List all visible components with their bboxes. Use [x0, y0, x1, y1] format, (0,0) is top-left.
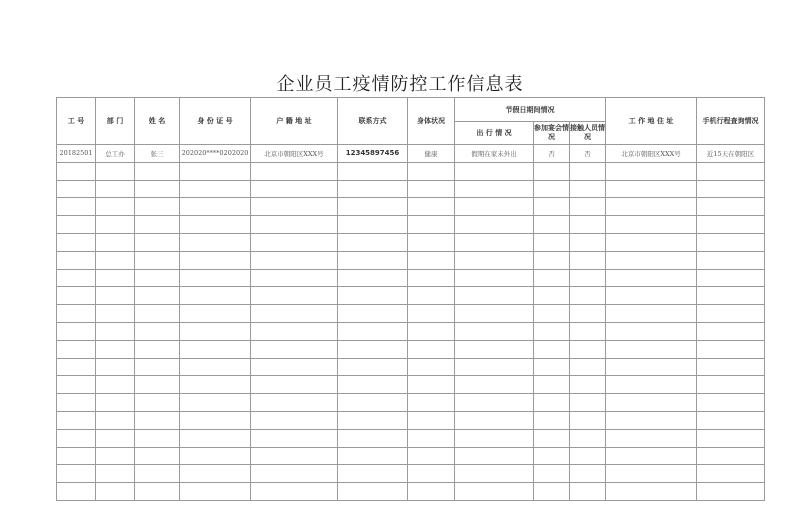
empty-cell[interactable] — [697, 411, 765, 429]
header-contact-person: 接触人员情况 — [570, 122, 606, 145]
empty-cell[interactable] — [455, 465, 534, 483]
empty-cell[interactable] — [251, 251, 338, 269]
empty-cell[interactable] — [135, 287, 180, 305]
empty-cell[interactable] — [570, 287, 606, 305]
empty-cell[interactable] — [408, 376, 455, 394]
empty-cell[interactable] — [251, 465, 338, 483]
empty-cell[interactable] — [570, 465, 606, 483]
empty-cell[interactable] — [697, 180, 765, 198]
empty-cell[interactable] — [606, 216, 697, 234]
empty-cell[interactable] — [455, 251, 534, 269]
empty-cell[interactable] — [180, 162, 251, 180]
empty-cell[interactable] — [606, 411, 697, 429]
empty-cell[interactable] — [251, 376, 338, 394]
empty-cell[interactable] — [697, 305, 765, 323]
table-row-empty — [57, 233, 765, 251]
empty-cell[interactable] — [57, 198, 96, 216]
empty-cell[interactable] — [251, 162, 338, 180]
empty-cell[interactable] — [534, 322, 570, 340]
empty-cell[interactable] — [251, 447, 338, 465]
empty-cell[interactable] — [408, 465, 455, 483]
empty-cell[interactable] — [135, 358, 180, 376]
empty-cell[interactable] — [135, 162, 180, 180]
empty-cell[interactable] — [57, 180, 96, 198]
cell-emp-id[interactable]: 20182501 — [57, 145, 96, 163]
empty-cell[interactable] — [697, 447, 765, 465]
empty-cell[interactable] — [606, 269, 697, 287]
empty-cell[interactable] — [180, 216, 251, 234]
empty-cell[interactable] — [408, 322, 455, 340]
empty-cell[interactable] — [96, 394, 135, 412]
empty-cell[interactable] — [180, 305, 251, 323]
empty-cell[interactable] — [697, 251, 765, 269]
empty-cell[interactable] — [96, 287, 135, 305]
table-body — [57, 145, 765, 501]
header-dept: 部 门 — [96, 98, 135, 145]
empty-cell[interactable] — [455, 198, 534, 216]
empty-cell[interactable] — [135, 340, 180, 358]
empty-cell[interactable] — [135, 180, 180, 198]
empty-cell[interactable] — [251, 287, 338, 305]
empty-cell[interactable] — [534, 340, 570, 358]
cell-health[interactable]: 健康 — [408, 145, 455, 163]
header-work-address: 工 作 地 住 址 — [606, 98, 697, 145]
cell-dept[interactable]: 总工办 — [96, 145, 135, 163]
empty-cell[interactable] — [251, 411, 338, 429]
empty-cell[interactable] — [534, 483, 570, 501]
table-row-empty — [57, 216, 765, 234]
empty-cell[interactable] — [57, 483, 96, 501]
empty-cell[interactable] — [534, 465, 570, 483]
empty-cell[interactable] — [96, 322, 135, 340]
empty-cell[interactable] — [408, 483, 455, 501]
empty-cell[interactable] — [534, 376, 570, 394]
empty-cell[interactable] — [96, 180, 135, 198]
empty-cell[interactable] — [338, 322, 408, 340]
empty-cell[interactable] — [251, 180, 338, 198]
empty-cell[interactable] — [338, 376, 408, 394]
table-row-empty — [57, 429, 765, 447]
empty-cell[interactable] — [338, 465, 408, 483]
empty-cell[interactable] — [606, 358, 697, 376]
empty-cell[interactable] — [180, 340, 251, 358]
empty-cell[interactable] — [408, 180, 455, 198]
empty-cell[interactable] — [606, 429, 697, 447]
empty-cell[interactable] — [57, 358, 96, 376]
empty-cell[interactable] — [338, 198, 408, 216]
empty-cell[interactable] — [96, 216, 135, 234]
empty-cell[interactable] — [180, 269, 251, 287]
table-row-empty — [57, 411, 765, 429]
table-row-empty — [57, 483, 765, 501]
empty-cell[interactable] — [251, 322, 338, 340]
empty-cell[interactable] — [697, 465, 765, 483]
empty-cell[interactable] — [697, 394, 765, 412]
empty-cell[interactable] — [570, 483, 606, 501]
empty-cell[interactable] — [606, 394, 697, 412]
empty-cell[interactable] — [251, 429, 338, 447]
empty-cell[interactable] — [534, 198, 570, 216]
empty-cell[interactable] — [135, 429, 180, 447]
empty-cell[interactable] — [697, 198, 765, 216]
empty-cell[interactable] — [570, 162, 606, 180]
empty-cell[interactable] — [408, 394, 455, 412]
empty-cell[interactable] — [408, 447, 455, 465]
empty-cell[interactable] — [57, 287, 96, 305]
empty-cell[interactable] — [606, 180, 697, 198]
empty-cell[interactable] — [57, 305, 96, 323]
table-row-empty — [57, 394, 765, 412]
empty-cell[interactable] — [338, 216, 408, 234]
empty-cell[interactable] — [338, 287, 408, 305]
table-row-empty — [57, 180, 765, 198]
header-id-card: 身 份 证 号 — [180, 98, 251, 145]
empty-cell[interactable] — [697, 162, 765, 180]
empty-cell[interactable] — [135, 465, 180, 483]
empty-cell[interactable] — [455, 358, 534, 376]
empty-cell[interactable] — [606, 322, 697, 340]
empty-cell[interactable] — [96, 376, 135, 394]
empty-cell[interactable] — [408, 269, 455, 287]
empty-cell[interactable] — [534, 305, 570, 323]
empty-cell[interactable] — [534, 216, 570, 234]
empty-cell[interactable] — [57, 233, 96, 251]
employee-info-table — [56, 97, 765, 501]
table-row — [57, 145, 765, 163]
empty-cell[interactable] — [697, 340, 765, 358]
empty-cell[interactable] — [570, 198, 606, 216]
cell-work-address[interactable]: 北京市朝阳区XXX号 — [606, 145, 697, 163]
empty-cell[interactable] — [57, 162, 96, 180]
empty-cell[interactable] — [570, 411, 606, 429]
table-row-empty — [57, 287, 765, 305]
empty-cell[interactable] — [135, 483, 180, 501]
empty-cell[interactable] — [408, 251, 455, 269]
table-row-empty — [57, 340, 765, 358]
empty-cell[interactable] — [408, 358, 455, 376]
empty-cell[interactable] — [606, 287, 697, 305]
empty-cell[interactable] — [606, 465, 697, 483]
empty-cell[interactable] — [455, 411, 534, 429]
empty-cell[interactable] — [606, 162, 697, 180]
table-row-empty — [57, 465, 765, 483]
empty-cell[interactable] — [570, 305, 606, 323]
empty-cell[interactable] — [697, 429, 765, 447]
empty-cell[interactable] — [180, 251, 251, 269]
empty-cell[interactable] — [57, 429, 96, 447]
empty-cell[interactable] — [697, 233, 765, 251]
empty-cell[interactable] — [251, 483, 338, 501]
cell-travel[interactable]: 假期在家未外出 — [455, 145, 534, 163]
empty-cell[interactable] — [180, 358, 251, 376]
empty-cell[interactable] — [455, 447, 534, 465]
empty-cell[interactable] — [606, 376, 697, 394]
empty-cell[interactable] — [338, 447, 408, 465]
empty-cell[interactable] — [408, 233, 455, 251]
empty-cell[interactable] — [338, 358, 408, 376]
header-holiday-group: 节假日期间情况 — [455, 98, 606, 122]
empty-cell[interactable] — [570, 180, 606, 198]
empty-cell[interactable] — [251, 216, 338, 234]
empty-cell[interactable] — [135, 216, 180, 234]
empty-cell[interactable] — [408, 198, 455, 216]
empty-cell[interactable] — [57, 447, 96, 465]
empty-cell[interactable] — [96, 358, 135, 376]
table-row-empty — [57, 198, 765, 216]
header-contact: 联系方式 — [338, 98, 408, 145]
empty-cell[interactable] — [96, 465, 135, 483]
empty-cell[interactable] — [251, 269, 338, 287]
empty-cell[interactable] — [570, 322, 606, 340]
header-hukou: 户 籍 地 址 — [251, 98, 338, 145]
empty-cell[interactable] — [534, 287, 570, 305]
empty-cell[interactable] — [606, 340, 697, 358]
empty-cell[interactable] — [408, 305, 455, 323]
empty-cell[interactable] — [534, 233, 570, 251]
empty-cell[interactable] — [570, 376, 606, 394]
empty-cell[interactable] — [455, 340, 534, 358]
header-health: 身体状况 — [408, 98, 455, 145]
empty-cell[interactable] — [180, 376, 251, 394]
empty-cell[interactable] — [338, 162, 408, 180]
table-row-empty — [57, 305, 765, 323]
cell-name[interactable]: 张三 — [135, 145, 180, 163]
empty-cell[interactable] — [455, 322, 534, 340]
empty-cell[interactable] — [408, 216, 455, 234]
cell-contact-person[interactable]: 否 — [570, 145, 606, 163]
empty-cell[interactable] — [57, 269, 96, 287]
empty-cell[interactable] — [534, 411, 570, 429]
empty-cell[interactable] — [251, 394, 338, 412]
empty-cell[interactable] — [534, 162, 570, 180]
empty-cell[interactable] — [534, 394, 570, 412]
empty-cell[interactable] — [96, 429, 135, 447]
empty-cell[interactable] — [697, 322, 765, 340]
empty-cell[interactable] — [180, 465, 251, 483]
empty-cell[interactable] — [251, 358, 338, 376]
empty-cell[interactable] — [96, 162, 135, 180]
empty-cell[interactable] — [408, 162, 455, 180]
empty-cell[interactable] — [180, 287, 251, 305]
empty-cell[interactable] — [570, 394, 606, 412]
empty-cell[interactable] — [251, 198, 338, 216]
empty-cell[interactable] — [606, 233, 697, 251]
empty-cell[interactable] — [251, 340, 338, 358]
empty-cell[interactable] — [96, 251, 135, 269]
empty-cell[interactable] — [180, 180, 251, 198]
empty-cell[interactable] — [135, 376, 180, 394]
empty-cell[interactable] — [251, 305, 338, 323]
empty-cell[interactable] — [697, 376, 765, 394]
empty-cell[interactable] — [180, 447, 251, 465]
empty-cell[interactable] — [534, 429, 570, 447]
empty-cell[interactable] — [408, 411, 455, 429]
empty-cell[interactable] — [57, 394, 96, 412]
empty-cell[interactable] — [135, 447, 180, 465]
empty-cell[interactable] — [534, 251, 570, 269]
table-row-empty — [57, 162, 765, 180]
empty-cell[interactable] — [338, 180, 408, 198]
empty-cell[interactable] — [455, 216, 534, 234]
empty-cell[interactable] — [57, 216, 96, 234]
empty-cell[interactable] — [697, 287, 765, 305]
empty-cell[interactable] — [570, 216, 606, 234]
empty-cell[interactable] — [606, 447, 697, 465]
empty-cell[interactable] — [180, 483, 251, 501]
empty-cell[interactable] — [96, 483, 135, 501]
empty-cell[interactable] — [570, 358, 606, 376]
empty-cell[interactable] — [570, 340, 606, 358]
empty-cell[interactable] — [455, 305, 534, 323]
empty-cell[interactable] — [57, 411, 96, 429]
empty-cell[interactable] — [697, 216, 765, 234]
empty-cell[interactable] — [455, 376, 534, 394]
empty-cell[interactable] — [455, 162, 534, 180]
empty-cell[interactable] — [57, 251, 96, 269]
table-row-empty — [57, 358, 765, 376]
table-row-empty — [57, 322, 765, 340]
empty-cell[interactable] — [570, 251, 606, 269]
empty-cell[interactable] — [135, 394, 180, 412]
empty-cell[interactable] — [96, 411, 135, 429]
empty-cell[interactable] — [96, 447, 135, 465]
empty-cell[interactable] — [408, 340, 455, 358]
empty-cell[interactable] — [96, 233, 135, 251]
empty-cell[interactable] — [135, 411, 180, 429]
header-phone-trace: 手机行程查询情况 — [697, 98, 765, 145]
empty-cell[interactable] — [606, 251, 697, 269]
empty-cell[interactable] — [338, 269, 408, 287]
empty-cell[interactable] — [455, 269, 534, 287]
empty-cell[interactable] — [180, 394, 251, 412]
empty-cell[interactable] — [338, 394, 408, 412]
empty-cell[interactable] — [338, 429, 408, 447]
empty-cell[interactable] — [135, 233, 180, 251]
empty-cell[interactable] — [338, 483, 408, 501]
empty-cell[interactable] — [96, 198, 135, 216]
empty-cell[interactable] — [606, 198, 697, 216]
empty-cell[interactable] — [570, 429, 606, 447]
empty-cell[interactable] — [135, 251, 180, 269]
empty-cell[interactable] — [455, 287, 534, 305]
table-row-empty — [57, 251, 765, 269]
document-title: 企业员工疫情防控工作信息表 — [276, 74, 524, 95]
cell-party[interactable]: 否 — [534, 145, 570, 163]
table-row-empty — [57, 269, 765, 287]
empty-cell[interactable] — [96, 340, 135, 358]
empty-cell[interactable] — [57, 376, 96, 394]
empty-cell[interactable] — [455, 180, 534, 198]
cell-hukou[interactable]: 北京市朝阳区XXX号 — [251, 145, 338, 163]
empty-cell[interactable] — [180, 429, 251, 447]
empty-cell[interactable] — [570, 447, 606, 465]
empty-cell[interactable] — [338, 251, 408, 269]
header-emp-id: 工 号 — [57, 98, 96, 145]
cell-phone-trace[interactable]: 近15天在朝阳区 — [697, 145, 765, 163]
empty-cell[interactable] — [251, 233, 338, 251]
empty-cell[interactable] — [135, 322, 180, 340]
empty-cell[interactable] — [96, 269, 135, 287]
empty-cell[interactable] — [697, 483, 765, 501]
header-travel: 出 行 情 况 — [455, 122, 534, 145]
empty-cell[interactable] — [606, 305, 697, 323]
table-row-empty — [57, 376, 765, 394]
empty-cell[interactable] — [570, 269, 606, 287]
empty-cell[interactable] — [338, 340, 408, 358]
table-row-empty — [57, 447, 765, 465]
empty-cell[interactable] — [534, 358, 570, 376]
empty-cell[interactable] — [408, 429, 455, 447]
header-name: 姓 名 — [135, 98, 180, 145]
cell-id-card[interactable]: 202020****0202020 — [180, 145, 251, 163]
empty-cell[interactable] — [57, 340, 96, 358]
empty-cell[interactable] — [180, 411, 251, 429]
empty-cell[interactable] — [570, 233, 606, 251]
empty-cell[interactable] — [180, 198, 251, 216]
header-party: 参加宴会情况 — [534, 122, 570, 145]
empty-cell[interactable] — [338, 411, 408, 429]
empty-cell[interactable] — [534, 269, 570, 287]
empty-cell[interactable] — [135, 305, 180, 323]
empty-cell[interactable] — [135, 269, 180, 287]
empty-cell[interactable] — [57, 322, 96, 340]
cell-contact[interactable]: 12345897456 — [338, 145, 408, 163]
empty-cell[interactable] — [534, 180, 570, 198]
empty-cell[interactable] — [534, 447, 570, 465]
empty-cell[interactable] — [338, 305, 408, 323]
empty-cell[interactable] — [180, 322, 251, 340]
empty-cell[interactable] — [455, 394, 534, 412]
empty-cell[interactable] — [338, 233, 408, 251]
empty-cell[interactable] — [697, 269, 765, 287]
empty-cell[interactable] — [96, 305, 135, 323]
empty-cell[interactable] — [408, 287, 455, 305]
empty-cell[interactable] — [455, 483, 534, 501]
empty-cell[interactable] — [180, 233, 251, 251]
empty-cell[interactable] — [455, 429, 534, 447]
empty-cell[interactable] — [57, 465, 96, 483]
empty-cell[interactable] — [135, 198, 180, 216]
empty-cell[interactable] — [697, 358, 765, 376]
empty-cell[interactable] — [455, 233, 534, 251]
empty-cell[interactable] — [606, 483, 697, 501]
